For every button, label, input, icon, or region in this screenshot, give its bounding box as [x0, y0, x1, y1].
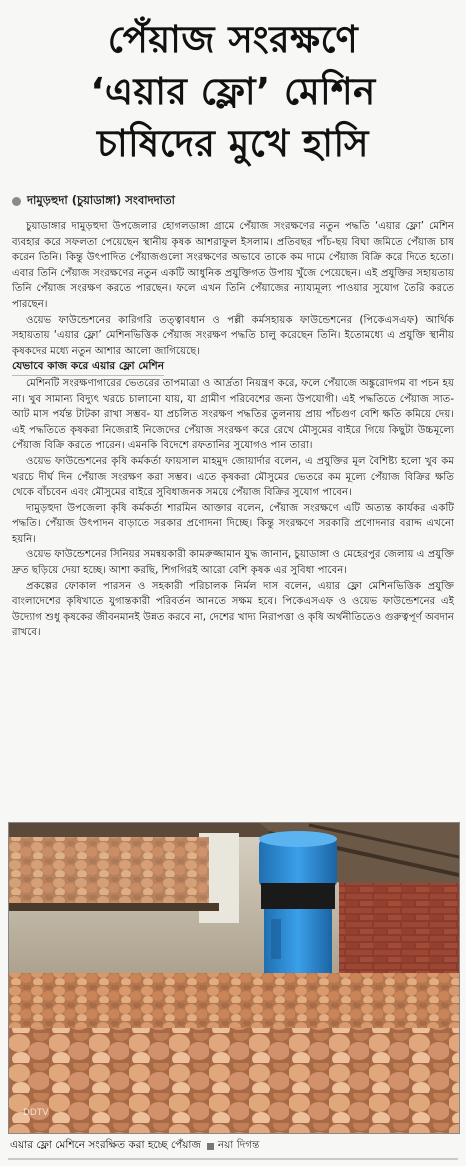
- headline-line-1: পেঁয়াজ সংরক্ষণে: [107, 18, 359, 61]
- paragraph: ওয়েভ ফাউন্ডেশনের কৃষি কর্মকর্তা ফায়সাল মাহমুদ জোয়ার্দার বলেন, এ প্রযুক্তির মূল বৈশিষ্ট্য হলো খুব কম খরচে দীর্ঘ দিন পেঁয়াজ সংরক্ষণ করা সম্ভব। এতে কৃষকরা মৌসুমের ভেতরে কম মূল্যে পেঁয়াজ বিক্রির ক্ষতি থেকে বাঁচবেন এবং মৌসুমের বাইরে সুবিধাজনক সময়ে পেঁয়াজ বিক্রির সুযোগ পাবেন।: [12, 455, 454, 499]
- article-photo: [8, 822, 460, 1134]
- caption-text: এয়ার ফ্লো মেশিনে সংরক্ষিত করা হচ্ছে পেঁয়াজ: [10, 1139, 201, 1151]
- paragraph: প্রকল্পের ফোকাল পারসন ও সহকারী পরিচালক নির্মল দাস বলেন, এয়ার ফ্লো মেশিনভিত্তিক প্রযুক্তি বাংলাদেশের কৃষিখাতে যুগান্তকারী পরিবর্তন আনতে সক্ষম হবে। পিকেএসএফ ও ওয়েভ ফাউন্ডেশনের এই উদ্যোগ শুধু কৃষকের জীবনমানই উন্নত করবে না, দেশের খাদ্য নিরাপত্তা ও কৃষি অর্থনীতিতেও গুরুত্বপূর্ণ অবদান রাখবে।: [12, 580, 454, 639]
- byline: [12, 192, 466, 211]
- paragraph: ওয়েভ ফাউন্ডেশনের সিনিয়র সমন্বয়কারী কামরুজ্জামান যুদ্ধ জানান, চুয়াডাঙ্গা ও মেহেরপুর জেলায় এ প্রযুক্তি দ্রুত ছড়িয়ে দেয়া হচ্ছে। আশা করছি, শিগগিরই আরো বেশি কৃষক এর সুবিধা পাবেন।: [12, 549, 455, 577]
- headline: [0, 0, 466, 170]
- square-bullet-icon: [207, 1143, 214, 1150]
- headline-line-3: চাষিদের মুখে হাসি: [96, 122, 369, 165]
- paragraph: মেশিনটি সংরক্ষণাগারের ভেতরের তাপমাত্রা ও আর্দ্রতা নিয়ন্ত্রণ করে, ফলে পেঁয়াজে অঙ্কুরোদগম বা পচন হয় না। খুব সামান্য বিদ্যুৎ খরচে চালানো যায়, যা গ্রামীণ পরিবেশের জন্য উপযোগী। এই পদ্ধতিতে পেঁয়াজ সাত-আট মাস পর্যন্ত টাটকা রাখা সম্ভব- যা প্রচলিত সংরক্ষণ পদ্ধতির তুলনায় প্রায় পাঁচগুণ বেশি ক্ষতি কমিয়ে দেয়। এই পদ্ধতিতে কৃষকরা নিজেরাই নিজেদের পেঁয়াজ সংরক্ষণ করে রেখে মৌসুমের বাইরে গিয়ে কিছুটা উচ্চমূল্যে পেঁয়াজ বিক্রি করতে পারেন। এমনকি বিদেশে রফতানির সুযোগও পান তারা।: [12, 377, 454, 452]
- headline-line-2: ‘এয়ার ফ্লো’ মেশিন: [90, 70, 376, 113]
- bullet-icon: [12, 197, 21, 206]
- photo-caption: [10, 1138, 259, 1155]
- paragraph: দামুড়হুদা উপজেলা কৃষি কর্মকর্তা শারমিন আক্তার বলেন, পেঁয়াজ সংরক্ষণে এটি অত্যন্ত কার্যকর একটি পদ্ধতি। পেঁয়াজ উৎপাদন বাড়াতে সরকার প্রণোদনা দিচ্ছে। কিন্তু সংরক্ষণে সরকারি প্রণোদনার বরাদ্দ এখনো হয়নি।: [12, 502, 454, 545]
- article-body: [12, 219, 454, 641]
- svg-text:DDTV: DDTV: [23, 1108, 49, 1118]
- photo-credit: নয়া দিগন্ত: [217, 1139, 260, 1151]
- paragraph: চুয়াডাঙ্গার দামুড়হুদা উপজেলার হোগলডাঙ্গা গ্রামে পেঁয়াজ সংরক্ষণের নতুন পদ্ধতি ‘এয়ার ফ্লো’ মেশিন ব্যবহার করে সফলতা পেয়েছেন স্থানীয় কৃষক আশরাফুল ইসলাম। প্রতিবছর পাঁচ-ছয় বিঘা জমিতে পেঁয়াজ চাষ করেন তিনি। কিন্তু উৎপাদিত পেঁয়াজগুলো সংরক্ষণের অভাবে তাকে কম দামে পেঁয়াজ বিক্রি করে দিতে হতো। এবার তিনি পেঁয়াজ সংরক্ষণের নতুন একটি আধুনিক প্রযুক্তিগত উপায় খুঁজে পেয়েছেন। এই প্রযুক্তির সহায়তায় তিনি পেঁয়াজ সংরক্ষণ করতে পারছেন। ফলে এখন তিনি পেঁয়াজের ন্যায্যমূল্য পাওয়ার সুযোগ তৈরি করতে পারছেন।: [12, 221, 454, 310]
- byline-text: দামুড়হুদা (চুয়াডাঙ্গা) সংবাদদাতা: [27, 193, 175, 207]
- paragraph: ওয়েভ ফাউন্ডেশনের কারিগরি তত্ত্বাবধান ও পল্লী কর্মসহায়ক ফাউন্ডেশনের (পিকেএসএফ) আর্থিক সহায়তায় ‘এয়ার ফ্লো’ মেশিনভিত্তিক পেঁয়াজ সংরক্ষণ পদ্ধতি চালু করেছেন তিনি। ইতোমধ্যে এ প্রযুক্তি স্থানীয় কৃষকদের মধ্যে নতুন আশার আলো জাগিয়েছে।: [12, 314, 454, 357]
- divider: [8, 1158, 458, 1160]
- subheading: যেভাবে কাজ করে এয়ার ফ্লো মেশিন: [12, 359, 164, 376]
- onion-storage-illustration: [9, 823, 459, 1133]
